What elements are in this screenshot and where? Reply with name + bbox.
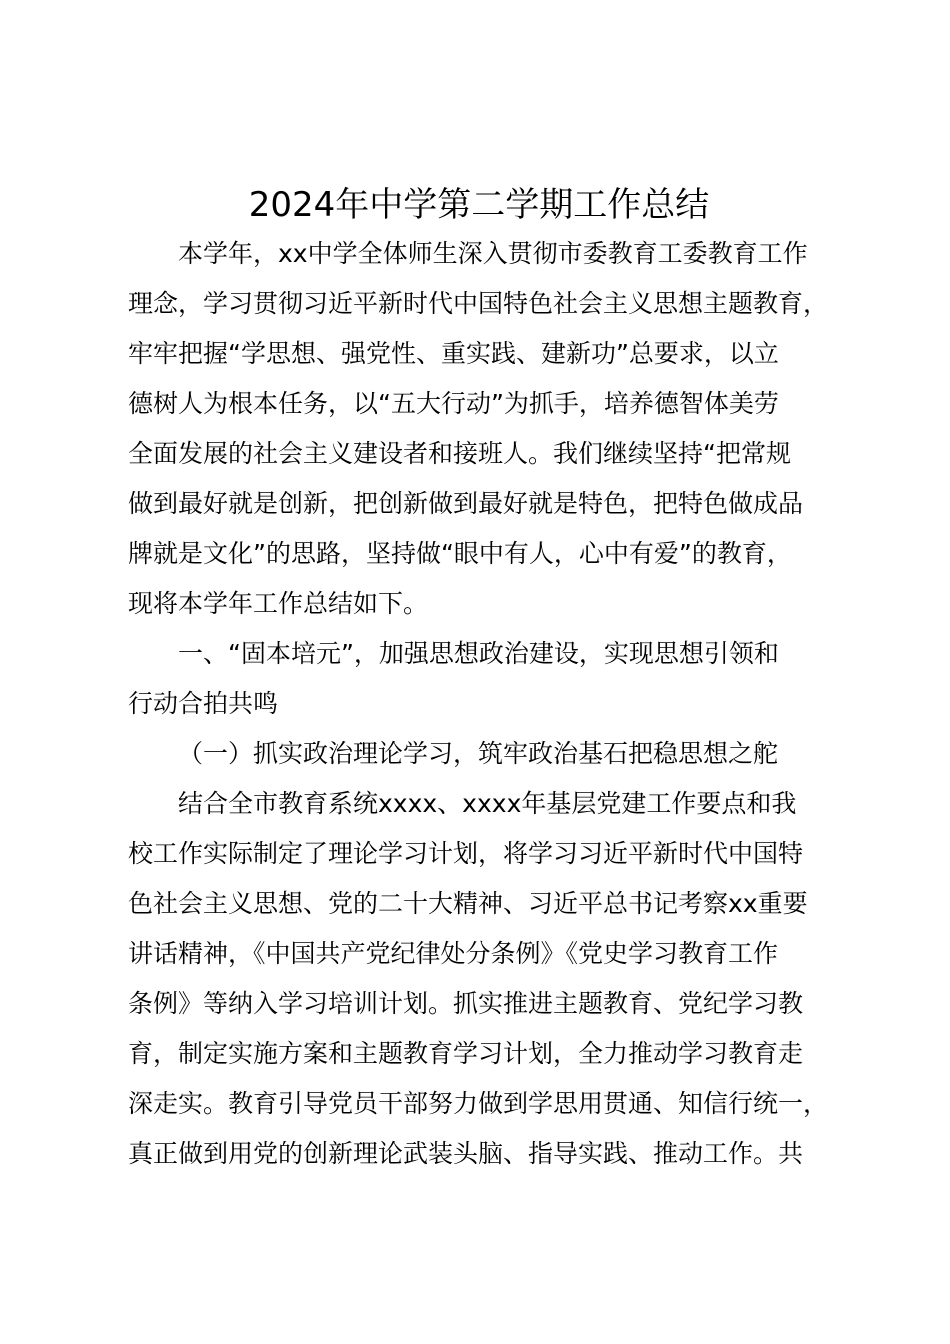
text-line: 育，制定实施方案和主题教育学习计划，全力推动学习教育走 bbox=[128, 1039, 804, 1068]
text-line: 校工作实际制定了理论学习计划，将学习习近平新时代中国特 bbox=[128, 839, 804, 868]
text-line: 现将本学年工作总结如下。 bbox=[128, 589, 429, 618]
text-line: 理念，学习贯彻习近平新时代中国特色社会主义思想主题教育， bbox=[128, 289, 829, 318]
text-line: 本学年，xx中学全体师生深入贯彻市委教育工委教育工作 bbox=[178, 239, 808, 268]
section-heading: 行动合拍共鸣 bbox=[128, 689, 279, 718]
text-line: 做到最好就是创新，把创新做到最好就是特色，把特色做成品 bbox=[128, 489, 804, 518]
text-line: 真正做到用党的创新理论武装头脑、指导实践、推动工作。共 bbox=[128, 1139, 804, 1168]
text-line: 条例》等纳入学习培训计划。抓实推进主题教育、党纪学习教 bbox=[128, 989, 804, 1018]
text-line: 色社会主义思想、党的二十大精神、习近平总书记考察xx重要 bbox=[128, 889, 808, 918]
text-line: 德树人为根本任务，以“五大行动”为抓手，培养德智体美劳 bbox=[128, 389, 779, 418]
text-line: 牢牢把握“学思想、强党性、重实践、建新功”总要求，以立 bbox=[128, 339, 779, 368]
text-line: 结合全市教育系统xxxx、xxxx年基层党建工作要点和我 bbox=[178, 789, 797, 818]
document-title: 2024年中学第二学期工作总结 bbox=[248, 185, 710, 225]
text-line: 讲话精神，《中国共产党纪律处分条例》《党史学习教育工作 bbox=[128, 939, 779, 968]
text-line: 牌就是文化”的思路，坚持做“眼中有人，心中有爱”的教育， bbox=[128, 539, 792, 568]
subsection-heading: （一）抓实政治理论学习，筑牢政治基石把稳思想之舵 bbox=[178, 739, 779, 768]
text-line: 深走实。教育引导党员干部努力做到学思用贯通、知信行统一， bbox=[128, 1089, 829, 1118]
text-line: 全面发展的社会主义建设者和接班人。我们继续坚持“把常规 bbox=[128, 439, 791, 468]
section-heading: 一、“固本培元”，加强思想政治建设，实现思想引领和 bbox=[178, 639, 779, 668]
